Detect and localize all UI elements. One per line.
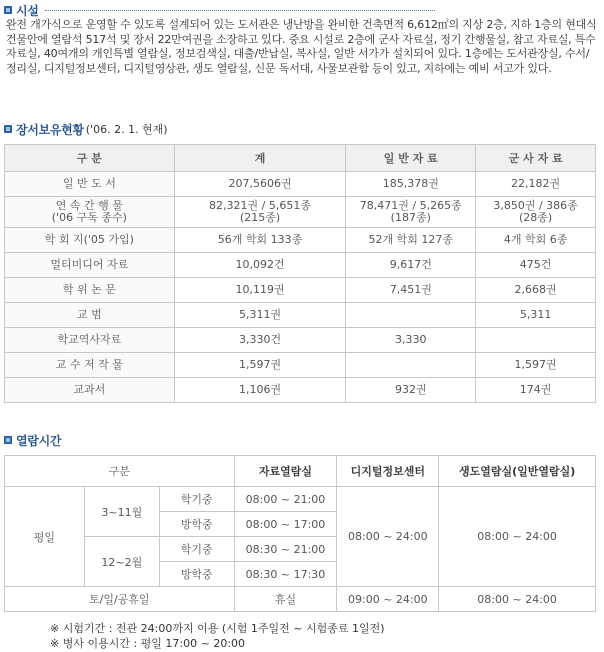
row-label: 학 회 지('05 가입)	[5, 228, 175, 253]
reading-hours: 08:00 ~ 17:00	[234, 512, 337, 537]
col-military: 군 사 자 료	[476, 145, 596, 172]
table-row	[5, 197, 596, 228]
digital-hours: 08:00 ~ 24:00	[337, 487, 439, 587]
hours-header	[4, 432, 61, 448]
general-value: 7,451권	[346, 278, 476, 303]
general-value: 185,378권	[346, 172, 476, 197]
table-header-row	[5, 456, 596, 487]
table-row	[5, 587, 596, 612]
row-label: 연 속 간 행 물 ('06 구독 종수)	[5, 197, 175, 228]
section-title: 장서보유현황	[16, 122, 84, 137]
general-value: 52개 학회 127종	[346, 228, 476, 253]
reading-hours: 08:30 ~ 21:00	[234, 537, 337, 562]
semester-label: 학기중	[159, 487, 234, 512]
row-label: 멀티미디어 자료	[5, 253, 175, 278]
table-row	[5, 378, 596, 403]
general-value: 932권	[346, 378, 476, 403]
weekend-label: 토/일/공휴일	[5, 587, 235, 612]
total-value: 3,330건	[174, 328, 346, 353]
total-value: 82,321권 / 5,651종 (215종)	[174, 197, 346, 228]
general-value: 3,330	[346, 328, 476, 353]
general-value	[346, 303, 476, 328]
reading-hours: 08:30 ~ 17:30	[234, 562, 337, 587]
general-value: 9,617건	[346, 253, 476, 278]
total-value: 1,106권	[174, 378, 346, 403]
hours-table	[4, 455, 596, 612]
semester-label: 방학중	[159, 512, 234, 537]
row-label: 교 범	[5, 303, 175, 328]
reading-hours: 휴실	[234, 587, 337, 612]
total-value: 56개 학회 133종	[174, 228, 346, 253]
total-value: 5,311권	[174, 303, 346, 328]
cadet-hours: 08:00 ~ 24:00	[439, 487, 596, 587]
row-label: 교 수 저 작 물	[5, 353, 175, 378]
square-bullet-icon	[4, 436, 12, 444]
col-cadet-room: 생도열람실(일반열람실)	[439, 456, 596, 487]
soldier-hours-note: ※ 병사 이용시간 : 평일 17:00 ~ 20:00	[50, 637, 246, 650]
military-value: 2,668권	[476, 278, 596, 303]
months-label: 12~2월	[84, 537, 159, 587]
table-row	[5, 487, 596, 512]
row-label: 학 위 논 문	[5, 278, 175, 303]
holdings-table	[4, 144, 596, 403]
semester-label: 방학중	[159, 562, 234, 587]
holdings-header	[4, 121, 168, 137]
table-row	[5, 278, 596, 303]
military-value: 174권	[476, 378, 596, 403]
facility-description: 완전 개가식으로 운영할 수 있도록 설계되어 있는 도서관은 냉난방을 완비한 건축면적 6,612㎡의 지상 2층, 지하 1층의 현대식 건물안에 열람석 517석 및 장서 22만여권을 소장하고 있다. 중요 시설로 2층에 군사 자료실, 정기 간행물실, 참고 자료실, 특수 자료실, 40여개의 개인특별 열람실, 정보검색실, 대출/반납실, 복사실, 일반 서가가 설치되어 있다. 1층에는 도서관장실, 수서/정리실, 디지털정보센터, 디지털영상관, 생도 열람실, 신문 독서대, 사물보관함 등이 있고, 지하에는 예비 서고가 있다.	[6, 18, 597, 75]
row-label: 일 반 도 서	[5, 172, 175, 197]
table-row	[5, 253, 596, 278]
table-header-row	[5, 145, 596, 172]
general-value: 78,471권 / 5,265종 (187종)	[346, 197, 476, 228]
weekday-label: 평일	[5, 487, 85, 587]
total-value: 10,092건	[174, 253, 346, 278]
section-title: 시설	[16, 3, 39, 18]
digital-hours: 09:00 ~ 24:00	[337, 587, 439, 612]
general-value	[346, 353, 476, 378]
square-bullet-icon	[4, 6, 12, 14]
table-row	[5, 353, 596, 378]
col-category: 구분	[5, 456, 235, 487]
table-row	[5, 172, 596, 197]
months-label: 3~11월	[84, 487, 159, 537]
military-value: 5,311	[476, 303, 596, 328]
table-row	[5, 328, 596, 353]
military-value: 3,850권 / 386종 (28종)	[476, 197, 596, 228]
semester-label: 학기중	[159, 537, 234, 562]
table-row	[5, 303, 596, 328]
col-digital-center: 디지털정보센터	[337, 456, 439, 487]
dotted-divider	[45, 10, 435, 11]
military-value	[476, 328, 596, 353]
total-value: 10,119권	[174, 278, 346, 303]
military-value: 22,182권	[476, 172, 596, 197]
military-value: 4개 학회 6종	[476, 228, 596, 253]
section-title: 열람시간	[16, 433, 62, 448]
row-label: 학교역사자료	[5, 328, 175, 353]
cadet-hours: 08:00 ~ 24:00	[439, 587, 596, 612]
total-value: 207,5606권	[174, 172, 346, 197]
col-category: 구 분	[5, 145, 175, 172]
col-general: 일 반 자 료	[346, 145, 476, 172]
military-value: 475건	[476, 253, 596, 278]
total-value: 1,597권	[174, 353, 346, 378]
holdings-date-note: ('06. 2. 1. 현재)	[85, 123, 168, 136]
military-value: 1,597권	[476, 353, 596, 378]
col-total: 계	[174, 145, 346, 172]
exam-period-note: ※ 시험기간 : 전관 24:00까지 이용 (시험 1주일전 ~ 시험종료 1일전)	[50, 622, 385, 635]
col-reading-room: 자료열람실	[234, 456, 337, 487]
row-label: 교과서	[5, 378, 175, 403]
square-bullet-icon	[4, 125, 12, 133]
reading-hours: 08:00 ~ 21:00	[234, 487, 337, 512]
facility-header	[4, 2, 435, 18]
table-row	[5, 228, 596, 253]
